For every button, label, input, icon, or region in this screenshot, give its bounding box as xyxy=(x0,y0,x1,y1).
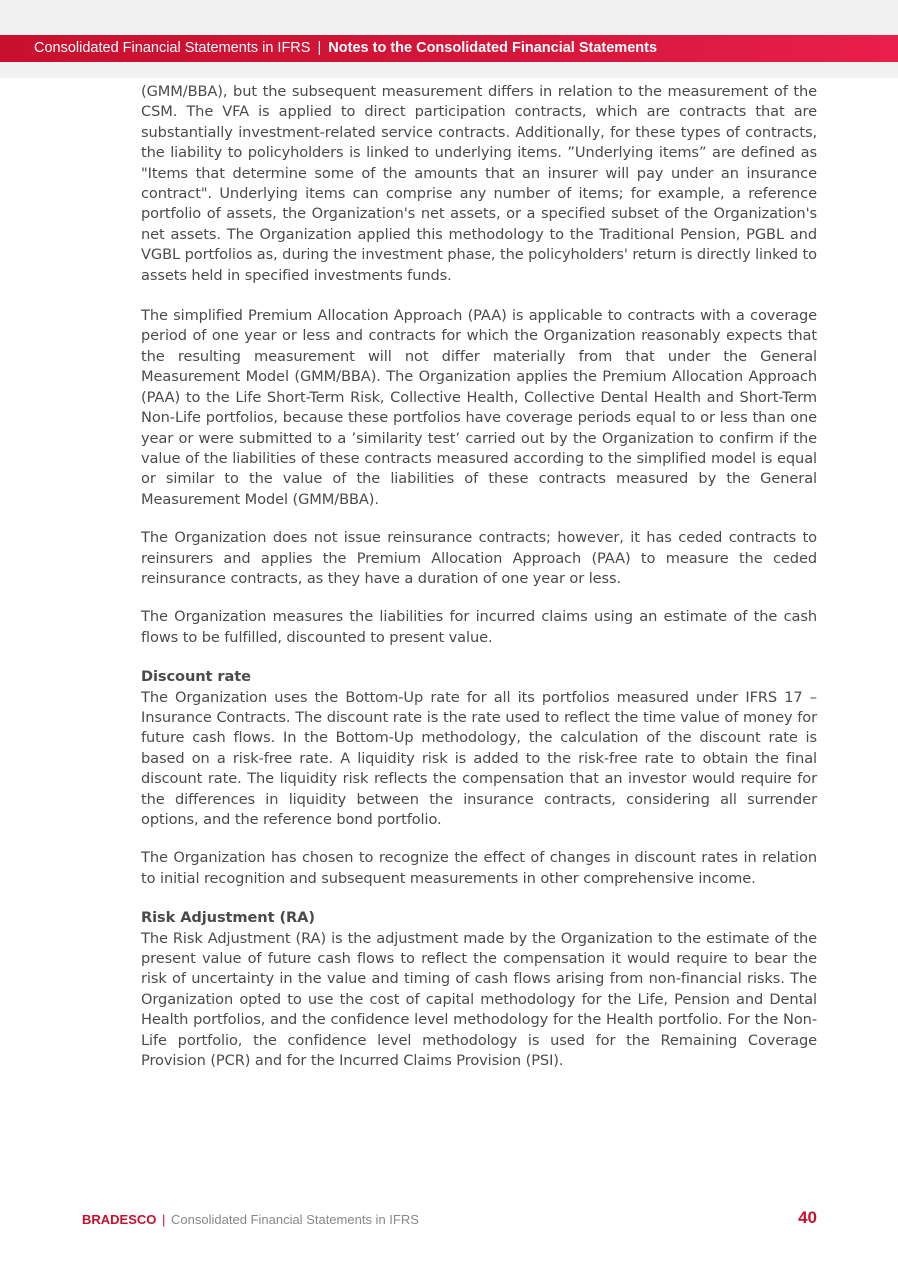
paragraph-oci: The Organization has chosen to recognize the effect of changes in discount rates in relation to initial recognition and subsequent measurements in other comprehensive income. xyxy=(141,849,817,887)
heading-risk-adjustment: Risk Adjustment (RA) xyxy=(141,909,315,927)
paragraph-risk-adjustment: The Risk Adjustment (RA) is the adjustment made by the Organization to the estimate of the present value of future cash flows to reflect the compensation it would require to bear the risk of uncertainty in the value and timing of cash flows arising from non-financial risks. The Organization opted to use the cost of capital methodology for the Life, Pension and Dental Health portfolios, and the confidence level methodology for the Health portfolio. For the Non-Life portfolio, the confidence level methodology is used for the Remaining Coverage Provision (PCR) and for the Incurred Claims Provision (PSI). xyxy=(141,929,817,1070)
page-number: 40 xyxy=(798,1208,817,1227)
heading-discount-rate: Discount rate xyxy=(141,668,251,686)
brand-name: BRADESCO xyxy=(82,1212,157,1227)
header-separator: | xyxy=(317,40,322,56)
footer-doc-title: Consolidated Financial Statements in IFRS xyxy=(171,1212,419,1227)
header-subsection-title: Notes to the Consolidated Financial Statements xyxy=(328,40,658,56)
page-header-bar xyxy=(0,35,898,62)
page-footer xyxy=(82,1208,817,1230)
footer-separator: | xyxy=(162,1212,166,1227)
document-body xyxy=(141,82,817,1071)
paragraph-incurred-claims: The Organization measures the liabilities for incurred claims using an estimate of the cash flows to be fulfilled, discounted to present value. xyxy=(141,608,817,646)
paragraph-discount-rate: The Organization uses the Bottom-Up rate for all its portfolios measured under IFRS 17 – Insurance Contracts. The discount rate is the rate used to reflect the time value of money for future cash flows. In the Bottom-Up methodology, the calculation of the discount rate is based on a risk-free rate. A liquidity risk is added to the risk-free rate to obtain the final discount rate. The liquidity risk reflects the compensation that an investor would require for the differences in liquidity between the insurance contracts, considering all surrender options, and the reference bond portfolio. xyxy=(141,688,817,828)
paragraph-paa: The simplified Premium Allocation Approach (PAA) is applicable to contracts with a coverage period of one year or less and contracts for which the Organization reasonably expects that the resulting measurement will not differ materially from that under the General Measurement Model (GMM/BBA). The Organization applies the Premium Allocation Approach (PAA) to the Life Short-Term Risk, Collective Health, Collective Dental Health and Short-Term Non-Life portfolios, because these portfolios have coverage periods equal to or less than one year or were submitted to a ’similarity test’ carried out by the Organization to confirm if the value of the liabilities of these contracts measured according to the simplified model is equal or similar to the value of the liabilities of these contracts measured by the General Measurement Model (GMM/BBA). xyxy=(141,307,817,508)
paragraph-vfa: (GMM/BBA), but the subsequent measurement differs in relation to the measurement of the CSM. The VFA is applied to direct participation contracts, which are contracts that are substantially investment-related service contracts. Additionally, for these types of contracts, the liability to policyholders is linked to underlying items. ”Underlying items” are defined as "Items that determine some of the amounts that an insurer will pay under an insurance contract". Underlying items can comprise any number of items; for example, a reference portfolio of assets, the Organization's net assets, or a specified subset of the Organization's net assets. The Organization applied this methodology to the Traditional Pension, PGBL and VGBL portfolios as, during the investment phase, the policyholders' return is directly linked to assets held in specified investments funds. xyxy=(141,83,817,284)
paragraph-reinsurance: The Organization does not issue reinsurance contracts; however, it has ceded contracts to reinsurers and applies the Premium Allocation Approach (PAA) to measure the ceded reinsurance contracts, as they have a duration of one year or less. xyxy=(141,529,817,587)
header-section-title: Consolidated Financial Statements in IFRS xyxy=(34,40,311,56)
footer-left xyxy=(82,1212,419,1227)
